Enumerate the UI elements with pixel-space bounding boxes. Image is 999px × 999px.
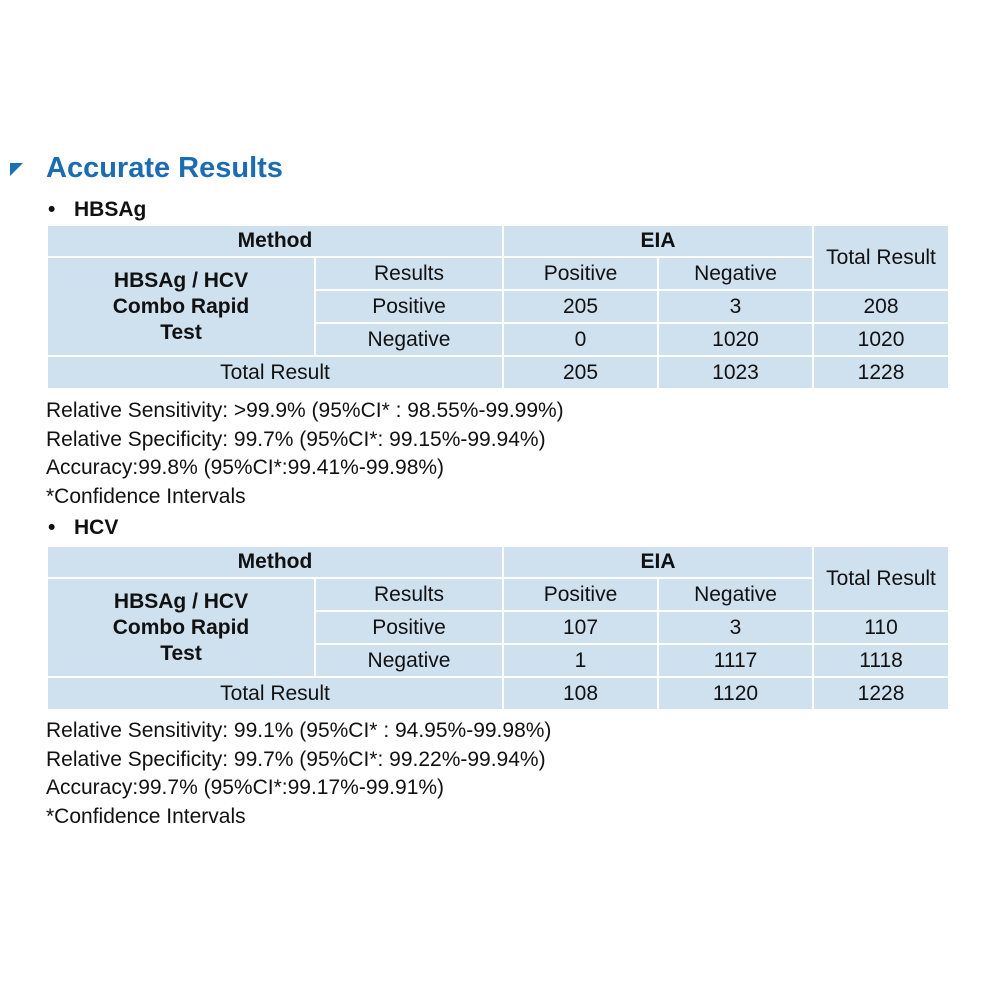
row-label: Positive bbox=[316, 612, 502, 643]
cell-positive: 107 bbox=[504, 612, 657, 643]
total-row bbox=[48, 678, 948, 709]
note-sensitivity: Relative Sensitivity: 99.1% (95%CI* : 94.95%-99.98%) bbox=[46, 719, 552, 742]
cell-positive: 0 bbox=[504, 324, 657, 355]
table-subheader-row bbox=[48, 579, 948, 610]
hbsag-results-table bbox=[46, 224, 950, 390]
note-accuracy: Accuracy:99.7% (95%CI*:99.17%-99.91%) bbox=[46, 776, 445, 799]
positive-header: Positive bbox=[504, 258, 657, 289]
triangle-bullet-icon bbox=[10, 163, 23, 176]
note-sensitivity: Relative Sensitivity: >99.9% (95%CI* : 98.55%-99.99%) bbox=[46, 399, 564, 422]
row-label: Positive bbox=[316, 291, 502, 322]
note-specificity: Relative Specificity: 99.7% (95%CI*: 99.22%-99.94%) bbox=[46, 747, 546, 771]
row-label: Negative bbox=[316, 645, 502, 676]
bullet-hbsag bbox=[48, 198, 146, 222]
note-footnote: *Confidence Intervals bbox=[46, 804, 246, 828]
test-name-line: Test bbox=[160, 641, 202, 665]
note-accuracy: Accuracy:99.8% (95%CI*:99.41%-99.98%) bbox=[46, 456, 445, 479]
results-label: Results bbox=[316, 258, 502, 289]
positive-header: Positive bbox=[504, 579, 657, 610]
eia-header: EIA bbox=[504, 226, 812, 256]
test-name-line: Combo Rapid bbox=[112, 294, 250, 318]
row-label: Negative bbox=[316, 324, 502, 355]
table-header-row bbox=[48, 547, 948, 577]
test-name-cell bbox=[48, 258, 314, 355]
cell-negative: 1023 bbox=[659, 357, 812, 388]
test-name-line: Test bbox=[160, 320, 202, 344]
cell-positive: 205 bbox=[504, 291, 657, 322]
cell-positive: 108 bbox=[504, 678, 657, 709]
hcv-results-table bbox=[46, 545, 950, 711]
note-footnote: *Confidence Intervals bbox=[46, 484, 246, 508]
note-specificity: Relative Specificity: 99.7% (95%CI*: 99.15%-99.94%) bbox=[46, 427, 546, 451]
total-row-label: Total Result bbox=[48, 678, 502, 709]
cell-total: 208 bbox=[814, 291, 948, 322]
total-row bbox=[48, 357, 948, 388]
table-header-row bbox=[48, 226, 948, 256]
test-name-line: Combo Rapid bbox=[112, 615, 250, 639]
cell-total: 1228 bbox=[814, 678, 948, 709]
bullet-dot: • bbox=[48, 198, 56, 221]
cell-negative: 1120 bbox=[659, 678, 812, 709]
cell-negative: 3 bbox=[659, 291, 812, 322]
bullet-hcv bbox=[48, 516, 118, 540]
cell-total: 1228 bbox=[814, 357, 948, 388]
method-header: Method bbox=[48, 226, 502, 256]
cell-negative: 3 bbox=[659, 612, 812, 643]
hcv-notes bbox=[46, 717, 551, 831]
negative-header: Negative bbox=[659, 579, 812, 610]
cell-positive: 1 bbox=[504, 645, 657, 676]
total-result-header: Total Result bbox=[814, 547, 948, 610]
cell-total: 1020 bbox=[814, 324, 948, 355]
test-name-line: HBSAg / HCV bbox=[113, 589, 249, 613]
cell-total: 110 bbox=[814, 612, 948, 643]
table-subheader-row bbox=[48, 258, 948, 289]
negative-header: Negative bbox=[659, 258, 812, 289]
test-name-line: HBSAg / HCV bbox=[113, 268, 249, 292]
cell-total: 1118 bbox=[814, 645, 948, 676]
total-result-header: Total Result bbox=[814, 226, 948, 289]
cell-negative: 1117 bbox=[659, 645, 812, 676]
method-header: Method bbox=[48, 547, 502, 577]
bullet-dot: • bbox=[48, 516, 56, 539]
bullet-label: HCV bbox=[74, 516, 119, 539]
page-title: Accurate Results bbox=[46, 152, 283, 184]
eia-header: EIA bbox=[504, 547, 812, 577]
bullet-label: HBSAg bbox=[74, 198, 147, 221]
hbsag-notes bbox=[46, 397, 564, 511]
cell-negative: 1020 bbox=[659, 324, 812, 355]
total-row-label: Total Result bbox=[48, 357, 502, 388]
test-name-cell bbox=[48, 579, 314, 676]
cell-positive: 205 bbox=[504, 357, 657, 388]
results-label: Results bbox=[316, 579, 502, 610]
